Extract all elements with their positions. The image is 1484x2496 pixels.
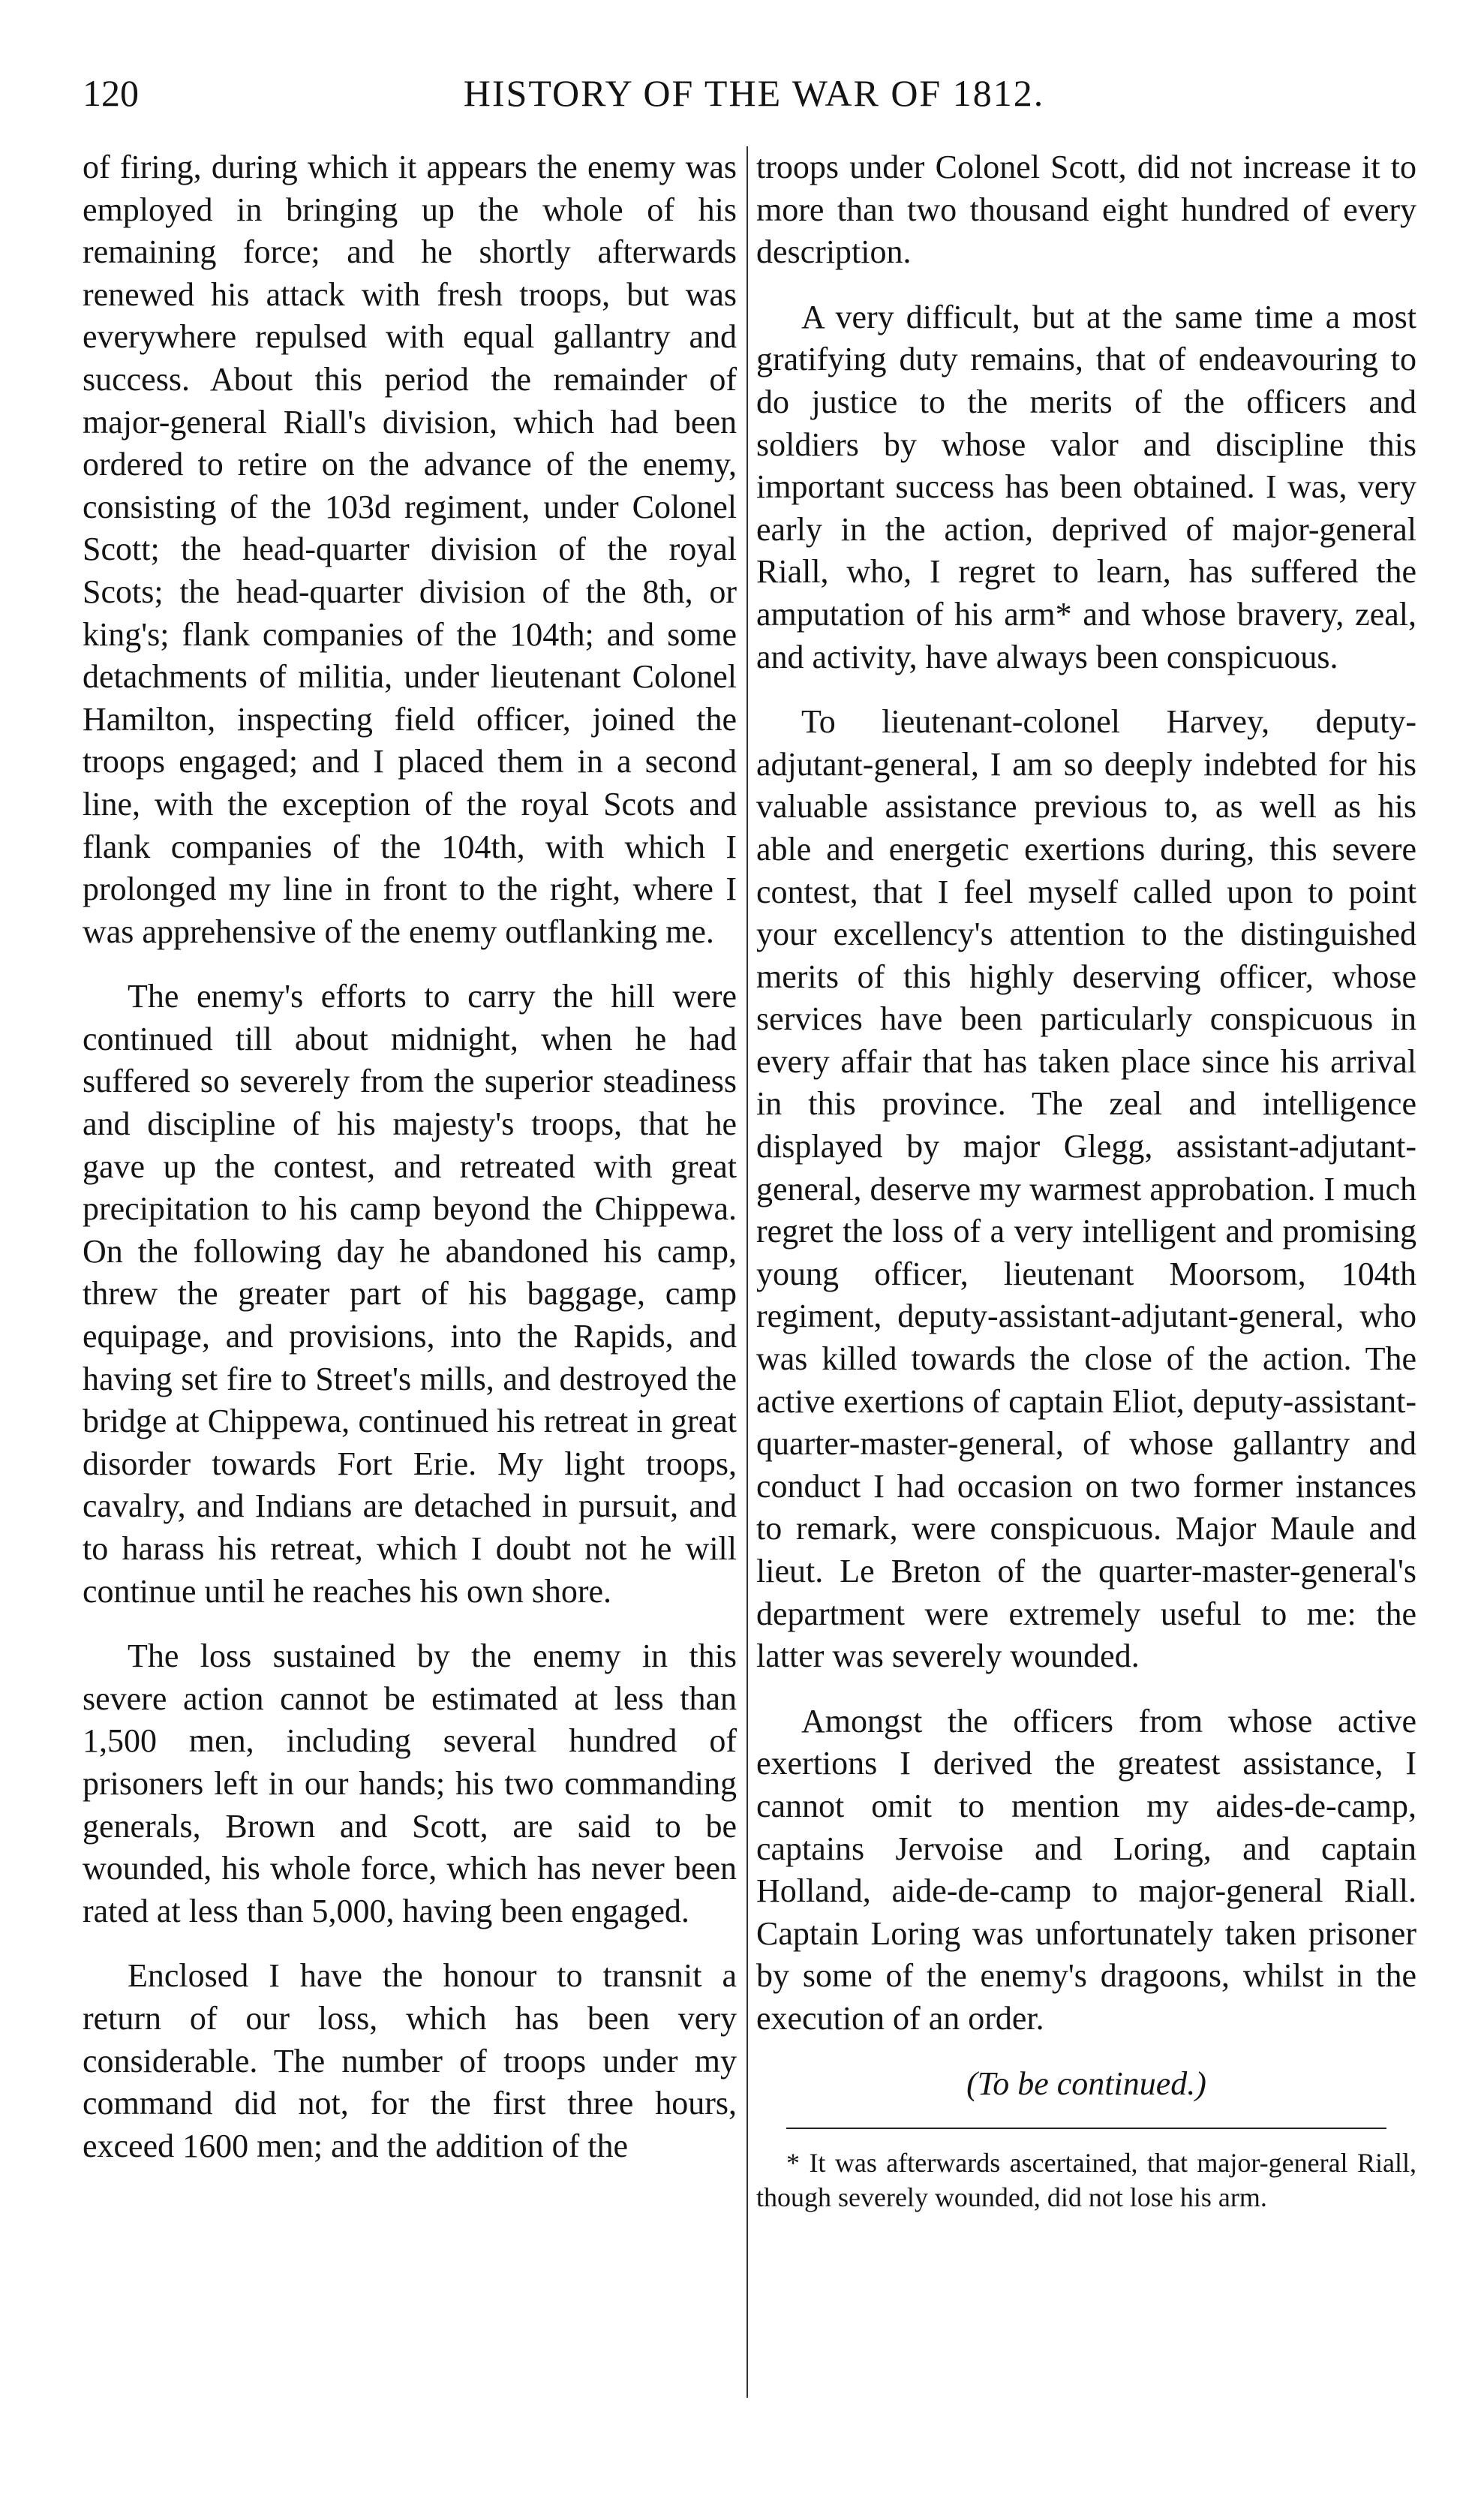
left-paragraph-2: The enemy's efforts to carry the hill were continued till about midnight, when he had suffered so severely from the superior steadiness and discipline of his majesty's troops, that he gave up the contest, and retreated with great precipitation to his camp beyond the Chippewa. On the following day he abandoned his camp, threw the greater part of his baggage, camp equipage, and provisions, into the Rapids, and having set fire to Street's mills, and destroyed the bridge at Chippewa, continued his retreat in great disorder towards Fort Erie. My light troops, cavalry, and Indians are detached in pursuit, and to harass his retreat, which I doubt not he will continue until he reaches his own shore. (83, 978, 737, 1610)
right-paragraph-3: To lieutenant-colonel Harvey, deputy-adjutant-general, I am so deeply indebted for his valuable assistance previous to, as well as his able and energetic exertions during, this severe contest, that I feel myself called upon to point your excellency's attention to the distinguished merits of this highly deserving officer, whose services have been particularly conspicuous in every affair that has taken place since his arrival in this province. The zeal and intelligence displayed by major Glegg, assistant-adjutant-general, deserve my warmest approbation. I much regret the loss of a very intelligent and promising young officer, lieutenant Moorsom, 104th regiment, deputy-assistant-adjutant-general, who was killed towards the close of the action. The active exertions of captain Eliot, deputy-assistant-quarter-master-general, of whose gallantry and conduct I had occasion on two former instances to remark, were conspicuous. Major Maule and lieut. Le Breton of the quarter-master-general's department were extremely useful to me: the latter was severely wounded. (756, 703, 1416, 1675)
column-divider (747, 146, 748, 2398)
footnote: * It was afterwards ascertained, that major-general Riall, though severely wounded, did not lose his arm. (756, 2148, 1416, 2213)
continued-note: (To be continued.) (966, 2064, 1206, 2102)
left-paragraph-1: of firing, during which it appears the enemy was employed in bringing up the whole of his remaining force; and he shortly afterwards renewed his attack with fresh troops, but was everywhere repulsed with equal gallantry and success. About this period the remainder of major-general Riall's division, which had been ordered to retire on the advance of the enemy, consisting of the 103d regiment, under Colonel Scott; the head-quarter division of the royal Scots; the head-quarter division of the 8th, or king's; flank companies of the 104th; and some detachments of militia, under lieutenant Colonel Hamilton, inspecting field officer, joined the troops engaged; and I placed them in a second line, with the exception of the royal Scots and flank companies of the 104th, with which I prolonged my line in front to the right, where I was apprehensive of the enemy outflanking me. (83, 149, 737, 950)
page-number: 120 (83, 72, 139, 114)
left-paragraph-3: The loss sustained by the enemy in this severe action cannot be estimated at less than 1,500 men, including several hundred of prisoners left in our hands; his two commanding generals, Brown and Scott, are said to be wounded, his whole force, which has never been rated at less than 5,000, having been engaged. (83, 1637, 737, 1929)
right-column (756, 146, 1416, 2215)
right-paragraph-2: A very difficult, but at the same time a most gratifying duty remains, that of endeavouring to do justice to the merits of the officers and soldiers by whose valor and discipline this important success has been obtained. I was, very early in the action, deprived of major-general Riall, who, I regret to learn, has suffered the amputation of his arm* and whose bravery, zeal, and activity, have always been conspicuous. (756, 298, 1416, 675)
left-paragraph-4: Enclosed I have the honour to transnit a return of our loss, which has been very considerable. The number of troops under my command did not, for the first three hours, exceed 1600 men; and the addition of the (83, 1957, 737, 2164)
left-column (83, 146, 737, 2167)
running-title: HISTORY OF THE WAR OF 1812. (463, 72, 1045, 114)
right-paragraph-1: troops under Colonel Scott, did not increase it to more than two thousand eight hundred of every description. (756, 149, 1416, 271)
footnote-rule (786, 2128, 1386, 2129)
right-paragraph-4: Amongst the officers from whose active exertions I derived the greatest assistance, I cannot omit to mention my aides-de-camp, captains Jervoise and Loring, and captain Holland, aide-de-camp to major-general Riall. Captain Loring was unfortunately taken prisoner by some of the enemy's dragoons, whilst in the execution of an order. (756, 1702, 1416, 2037)
page-header (83, 71, 1425, 131)
